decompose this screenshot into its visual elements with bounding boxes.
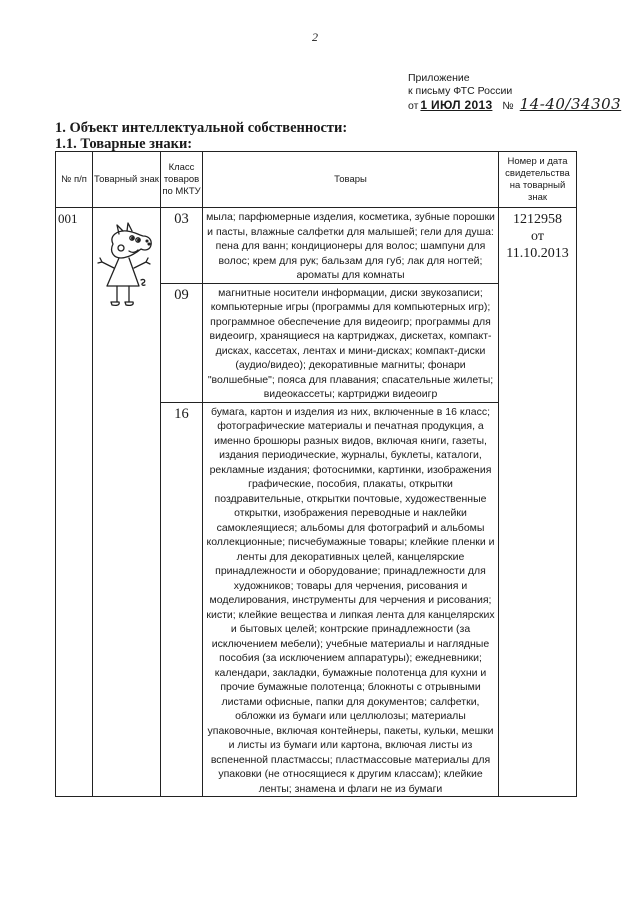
- appendix-from-label: от: [408, 100, 419, 112]
- page-number: 2: [312, 30, 318, 44]
- header-class: Класс товаров по МКТУ: [161, 152, 203, 208]
- appendix-date-row: [408, 95, 622, 113]
- appendix-block: [408, 72, 621, 113]
- certificate-date: 11.10.2013: [506, 246, 569, 261]
- header-goods: Товары: [203, 152, 499, 208]
- subsection-title: 1.1. Товарные знаки:: [55, 136, 193, 152]
- class-cell: 09: [161, 283, 203, 402]
- section-title: 1. Объект интеллектуальной собственности:: [55, 120, 348, 136]
- number-sign: №: [502, 100, 514, 112]
- table-header-row: [56, 152, 577, 208]
- entry-number: 001: [56, 208, 93, 797]
- table-row: [56, 208, 577, 284]
- header-mark: Товарный знак: [93, 152, 161, 208]
- goods-cell: мыла; парфюмерные изделия, косметика, зубные порошки и пасты, влажные салфетки для малышей; гели для душа: пена для ванн; кондиционеры для волос; шампуни для волос; крем для рук; бальзам для губ; лак для ногтей; ароматы для комнаты: [203, 208, 499, 284]
- class-cell: 03: [161, 208, 203, 284]
- certificate-number: 1212958: [513, 212, 562, 227]
- header-certificate: Номер и дата свидетельства на товарный знак: [499, 152, 577, 208]
- goods-cell: магнитные носители информации, диски звукозаписи; компьютерные игры (программы для компьютерных игр); программное обеспечение для видеоигр; программы для видеоигр, хранящиеся на картриджах, дискетах, компакт-дисках, кассетах, лентах и мини-дисках; компакт-диски (аудио/видео); декоративные магниты; фонари "волшебные"; пояса для плавания; спасательные жилеты; видеокассеты; картриджи видеоигр: [203, 283, 499, 402]
- handwritten-letter-number: 14-40/34303: [519, 95, 622, 113]
- peppa-pig-character-icon: [97, 222, 160, 319]
- appendix-title: Приложение: [408, 72, 470, 84]
- appendix-letter-ref: к письму ФТС России: [408, 85, 513, 97]
- trademark-table: [55, 151, 577, 797]
- trademark-image-cell: [93, 208, 161, 797]
- certificate-from-label: от: [531, 229, 544, 244]
- date-stamp: 1 ИЮЛ 2013: [420, 98, 493, 112]
- certificate-cell: [499, 208, 577, 797]
- header-no: № п/п: [56, 152, 93, 208]
- class-cell: 16: [161, 402, 203, 797]
- goods-cell: бумага, картон и изделия из них, включенные в 16 класс; фотографические материалы и печатная продукция, а именно брошюры разных видов, включая книги, газеты, издания периодические, журналы, буклеты, каталоги, рекламные издания; фотоснимки, картинки, изображения графические, пособия, плакаты, открытки поздравительные, открытки почтовые, художественные открытки, изображения переводные и наклейки самоклеящиеся; альбомы для фотографий и альбомы коллекционные; писчебумажные товары; клейкие пленки и ленты для декоративных целей, канцелярские принадлежности и оборудование; принадлежности для художников; товары для черчения, рисования и моделирования, инструменты для черчения и рисования; кисти; клейкие вещества и липкая лента для канцелярских и бытовых целей; контрские принадлежности (за исключением мебели); учебные материалы и наглядные пособия (за исключением аппаратуры); ежедневники; календари, закладки, бумажные полотенца для кухни и прочие бумажные полотенца; блокноты с отрывными листами офисные, папки для документов; салфетки, обложки из бумаги или целлюлозы; материалы упаковочные, включая контейнеры, пакеты, кульки, мешки и листы из бумаги или картона, включая листы из вспененной пластмассы; пластмассовые материалы для упаковки (не относящиеся к другим классам); клейкие ленты; знамена и флаги не из бумаги: [203, 402, 499, 797]
